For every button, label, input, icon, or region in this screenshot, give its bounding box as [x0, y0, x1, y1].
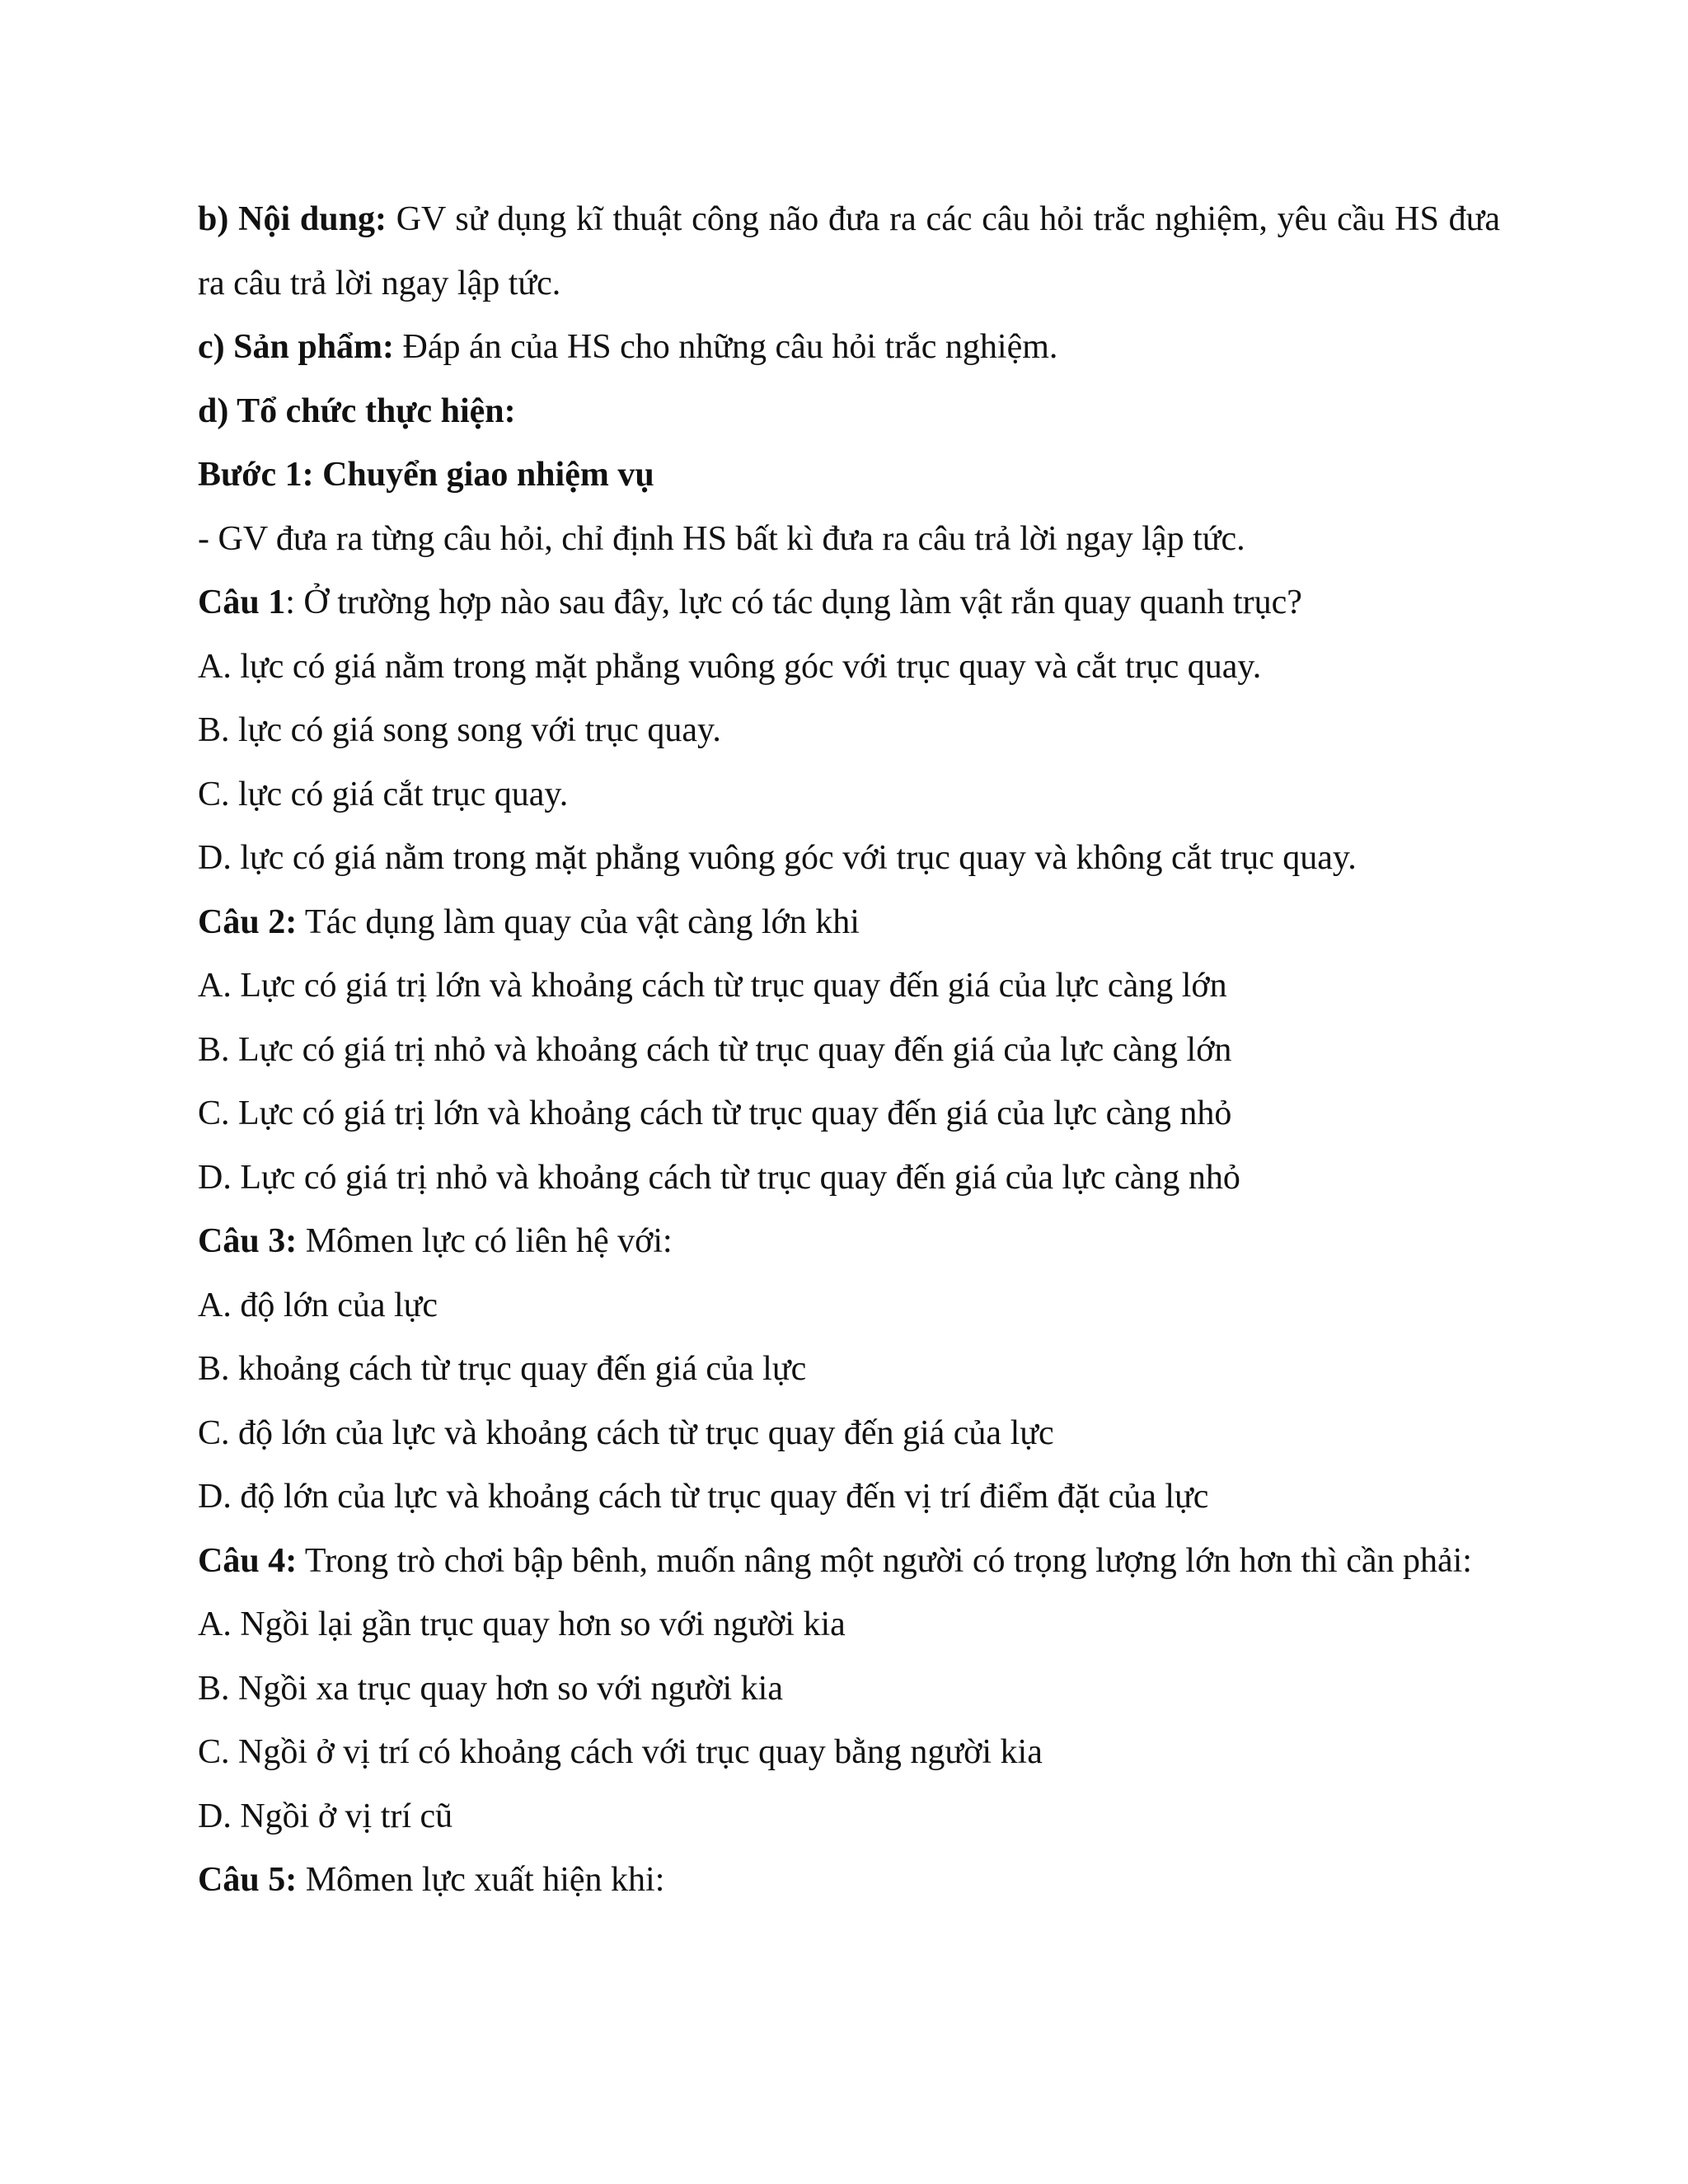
- question-3-option-b: B. khoảng cách từ trục quay đến giá của lực: [198, 1350, 807, 1388]
- question-2-option-d: D. Lực có giá trị nhỏ và khoảng cách từ trục quay đến giá của lực càng nhỏ: [198, 1158, 1240, 1197]
- question-1-text: : Ở trường hợp nào sau đây, lực có tác dụng làm vật rắn quay quanh trục?: [285, 583, 1302, 621]
- question-3-text: Mômen lực có liên hệ với:: [297, 1222, 673, 1260]
- section-b-paragraph: [198, 188, 1500, 316]
- question-2: [198, 891, 1500, 955]
- question-1: [198, 571, 1500, 635]
- question-4-option-d: D. Ngồi ở vị trí cũ: [198, 1797, 453, 1835]
- question-2-text: Tác dụng làm quay của vật càng lớn khi: [297, 902, 860, 941]
- question-1-option-c: C. lực có giá cắt trục quay.: [198, 775, 569, 813]
- step1-instruction: - GV đưa ra từng câu hỏi, chỉ định HS bất kì đưa ra câu trả lời ngay lập tức.: [198, 519, 1245, 558]
- document-body: [198, 188, 1500, 1913]
- question-3-option-c: C. độ lớn của lực và khoảng cách từ trục quay đến giá của lực: [198, 1413, 1054, 1452]
- question-2-option-b: B. Lực có giá trị nhỏ và khoảng cách từ trục quay đến giá của lực càng lớn: [198, 1030, 1232, 1069]
- question-4-label: Câu 4:: [198, 1541, 298, 1580]
- question-5-label: Câu 5:: [198, 1861, 298, 1899]
- question-3-option-d: D. độ lớn của lực và khoảng cách từ trục quay đến vị trí điểm đặt của lực: [198, 1478, 1209, 1516]
- section-c-label: c) Sản phẩm:: [198, 328, 395, 366]
- section-c-paragraph: [198, 316, 1500, 380]
- question-5: [198, 1849, 1500, 1913]
- question-2-option-c: C. Lực có giá trị lớn và khoảng cách từ trục quay đến giá của lực càng nhỏ: [198, 1094, 1232, 1132]
- question-1-option-d: D. lực có giá nằm trong mặt phẳng vuông góc với trục quay và không cắt trục quay.: [198, 839, 1357, 877]
- section-b-text: GV sử dụng kĩ thuật công não đưa ra các câu hỏi trắc nghiệm, yêu cầu HS đưa ra câu trả lời ngay lập tức.: [198, 200, 1500, 302]
- section-d-heading: d) Tổ chức thực hiện:: [198, 391, 516, 430]
- question-4-option-b: B. Ngồi xa trục quay hơn so với người kia: [198, 1669, 783, 1708]
- question-4: [198, 1530, 1500, 1594]
- section-c-text: Đáp án của HS cho những câu hỏi trắc nghiệm.: [394, 328, 1058, 366]
- question-1-option-b: B. lực có giá song song với trục quay.: [198, 711, 721, 749]
- question-1-option-a: A. lực có giá nằm trong mặt phẳng vuông góc với trục quay và cắt trục quay.: [198, 647, 1262, 686]
- question-3-label: Câu 3:: [198, 1222, 298, 1260]
- section-b-label: b) Nội dung:: [198, 200, 387, 238]
- question-5-text: Mômen lực xuất hiện khi:: [297, 1861, 665, 1899]
- question-4-option-c: C. Ngồi ở vị trí có khoảng cách với trục quay bằng người kia: [198, 1733, 1043, 1771]
- question-3: [198, 1210, 1500, 1274]
- question-2-label: Câu 2:: [198, 902, 298, 941]
- question-4-text: Trong trò chơi bập bênh, muốn nâng một người có trọng lượng lớn hơn thì cần phải:: [297, 1541, 1472, 1580]
- question-2-option-a: A. Lực có giá trị lớn và khoảng cách từ trục quay đến giá của lực càng lớn: [198, 967, 1227, 1005]
- question-1-label: Câu 1: [198, 583, 286, 621]
- step1-heading: Bước 1: Chuyển giao nhiệm vụ: [198, 456, 654, 494]
- question-3-option-a: A. độ lớn của lực: [198, 1286, 438, 1324]
- question-4-option-a: A. Ngồi lại gần trục quay hơn so với người kia: [198, 1605, 846, 1643]
